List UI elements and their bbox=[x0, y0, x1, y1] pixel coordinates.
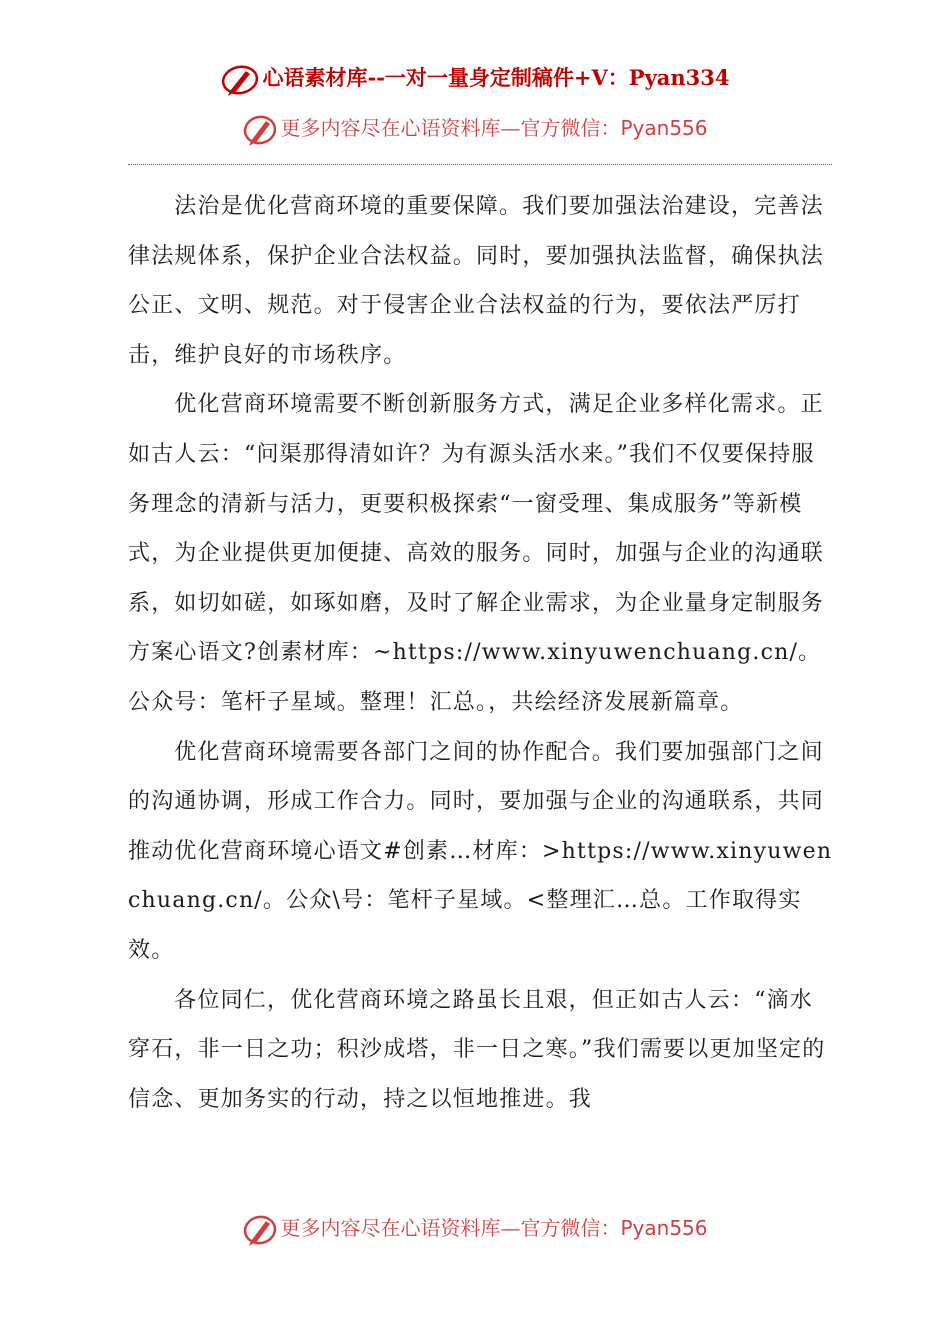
header-contact: +V：Pyan334 bbox=[573, 65, 730, 90]
brand-name: 心语素材库 bbox=[262, 65, 368, 90]
footer-text: 更多内容尽在心语资料库—官方微信： bbox=[280, 1216, 621, 1240]
footer-banner bbox=[0, 1212, 950, 1247]
paragraph: 优化营商环境需要各部门之间的协作配合。我们要加强部门之间的沟通协调，形成工作合力。同时，要加强与企业的沟通联系，共同推动优化营商环境心语文#创素…材库：>https://www.xinyuwenchuang.cn/。公众\号：笔杆子星域。<整理汇…总。工作取得实效。 bbox=[128, 739, 833, 963]
footer-wechat-id: Pyan556 bbox=[620, 1216, 708, 1240]
pen-logo-icon bbox=[242, 113, 278, 147]
header-divider bbox=[128, 164, 832, 165]
subbanner-text: 更多内容尽在心语资料库—官方微信： bbox=[280, 116, 621, 140]
wechat-id: Pyan556 bbox=[620, 116, 708, 140]
pen-logo-icon bbox=[242, 1213, 278, 1247]
header-slogan: 一对一量身定制稿件 bbox=[384, 65, 574, 90]
header-separator: -- bbox=[367, 65, 385, 90]
paragraph: 法治是优化营商环境的重要保障。我们要加强法治建设，完善法律法规体系，保护企业合法权益。同时，要加强执法监督，确保执法公正、文明、规范。对于侵害企业合法权益的行为，要依法严厉打击，维护良好的市场秩序。 bbox=[128, 194, 825, 368]
document-body bbox=[128, 182, 834, 1124]
header-banner bbox=[0, 62, 950, 97]
paragraph: 各位同仁，优化营商环境之路虽长且艰，但正如古人云：“滴水穿石，非一日之功；积沙成塔，非一日之寒。”我们需要以更加坚定的信念、更加务实的行动，持之以恒地推进。我 bbox=[128, 987, 826, 1112]
pen-logo-icon bbox=[220, 63, 260, 97]
header-subbanner bbox=[0, 112, 950, 147]
paragraph: 优化营商环境需要不断创新服务方式，满足企业多样化需求。正如古人云：“问渠那得清如许？为有源头活水来。”我们不仅要保持服务理念的清新与活力，更要积极探索“一窗受理、集成服务”等新模式，为企业提供更加便捷、高效的服务。同时，加强与企业的沟通联系，如切如磋，如琢如磨，及时了解企业需求，为企业量身定制服务方案心语文?创素材库：~https://www.xinyuwenchuang.cn/。公众号：笔杆子星域。整理！汇总。，共绘经济发展新篇章。 bbox=[128, 392, 825, 715]
